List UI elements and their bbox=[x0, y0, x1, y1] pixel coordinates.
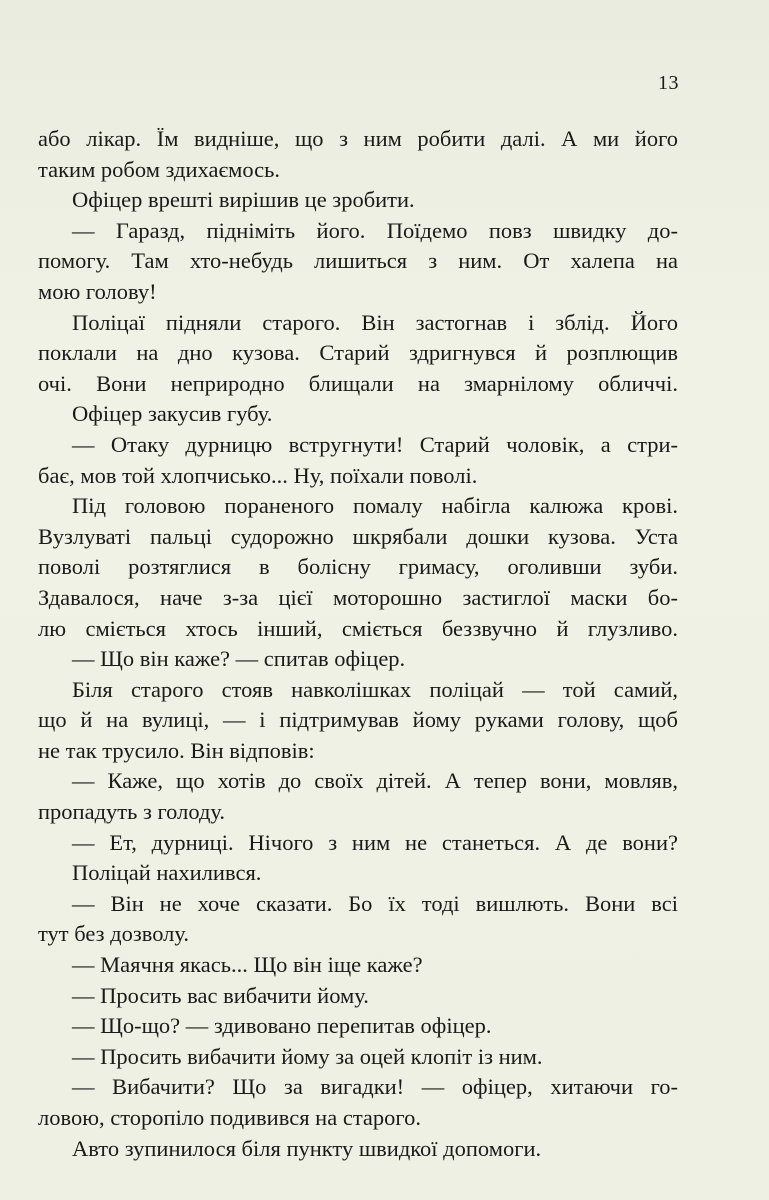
text-line: — Що-що? — здивовано перепитав офіцер. bbox=[72, 1013, 492, 1039]
text-line: — Він не хоче сказати. Бо їх тоді вишлють. Вони всі bbox=[72, 890, 678, 916]
text-line: поклали на дно кузова. Старий здригнувся й розплющив bbox=[38, 340, 678, 366]
text-line: Поліцаї підняли старого. Він застогнав і зблід. Його bbox=[72, 309, 678, 335]
text-line: Здавалося, наче з-за цієї моторошно застиглої маски бо- bbox=[38, 584, 678, 610]
text-line: поволі розтяглися в болісну гримасу, оголивши зуби. bbox=[38, 554, 678, 580]
text-line: Поліцай нахилився. bbox=[72, 860, 262, 886]
text-line: Під головою пораненого помалу набігла калюжа крові. bbox=[72, 493, 678, 519]
text-line: Вузлуваті пальці судорожно шкрябали дошки кузова. Уста bbox=[38, 523, 678, 549]
body-text bbox=[38, 124, 678, 1164]
text-line: очі. Вони неприродно блищали на змарнілому обличчі. bbox=[38, 370, 678, 396]
text-line: Офіцер закусив губу. bbox=[72, 401, 273, 427]
page-number: 13 bbox=[658, 72, 679, 94]
text-line: Біля старого стояв навколішках поліцай — той самий, bbox=[72, 676, 678, 702]
text-line: пропадуть з голоду. bbox=[38, 799, 226, 825]
text-line: — Каже, що хотів до своїх дітей. А тепер вони, мовляв, bbox=[72, 768, 678, 794]
text-line: — Просить вибачити йому за оцей клопіт із ним. bbox=[72, 1043, 543, 1069]
text-line: Офіцер врешті вирішив це зробити. bbox=[72, 187, 415, 213]
text-line: — Що він каже? — спитав офіцер. bbox=[72, 646, 406, 672]
text-line: таким робом здихаємось. bbox=[38, 156, 281, 182]
text-line: або лікар. Їм видніше, що з ним робити далі. А ми його bbox=[38, 126, 678, 151]
text-line: тут без дозволу. bbox=[38, 921, 190, 947]
text-line: Авто зупинилося біля пункту швидкої допомоги. bbox=[72, 1135, 542, 1161]
text-line: — Гаразд, підніміть його. Поїдемо повз швидку до- bbox=[72, 217, 678, 243]
text-line: — Вибачити? Що за вигадки! — офіцер, хитаючи го- bbox=[72, 1074, 678, 1100]
text-line: — Ет, дурниці. Нічого з ним не станеться. А де вони? bbox=[72, 829, 678, 855]
text-line: — Маячня якась... Що він іще каже? bbox=[72, 952, 423, 978]
text-line: мою голову! bbox=[38, 278, 157, 304]
text-line: — Просить вас вибачити йому. bbox=[72, 982, 369, 1008]
text-line: не так трусило. Він відповів: bbox=[38, 737, 315, 763]
text-line: що й на вулиці, — і підтримував йому руками голову, щоб bbox=[38, 707, 678, 733]
text-line: бає, мов той хлопчисько... Ну, поїхали поволі. bbox=[38, 462, 478, 488]
text-line: ловою, сторопіло подивився на старого. bbox=[38, 1105, 421, 1130]
text-line: лю сміється хтось інший, сміється беззвучно й глузливо. bbox=[38, 615, 678, 641]
text-line: — Отаку дурницю встругнути! Старий чоловік, а стри- bbox=[72, 431, 678, 457]
text-line: помогу. Там хто-небудь лишиться з ним. От халепа на bbox=[38, 248, 678, 274]
